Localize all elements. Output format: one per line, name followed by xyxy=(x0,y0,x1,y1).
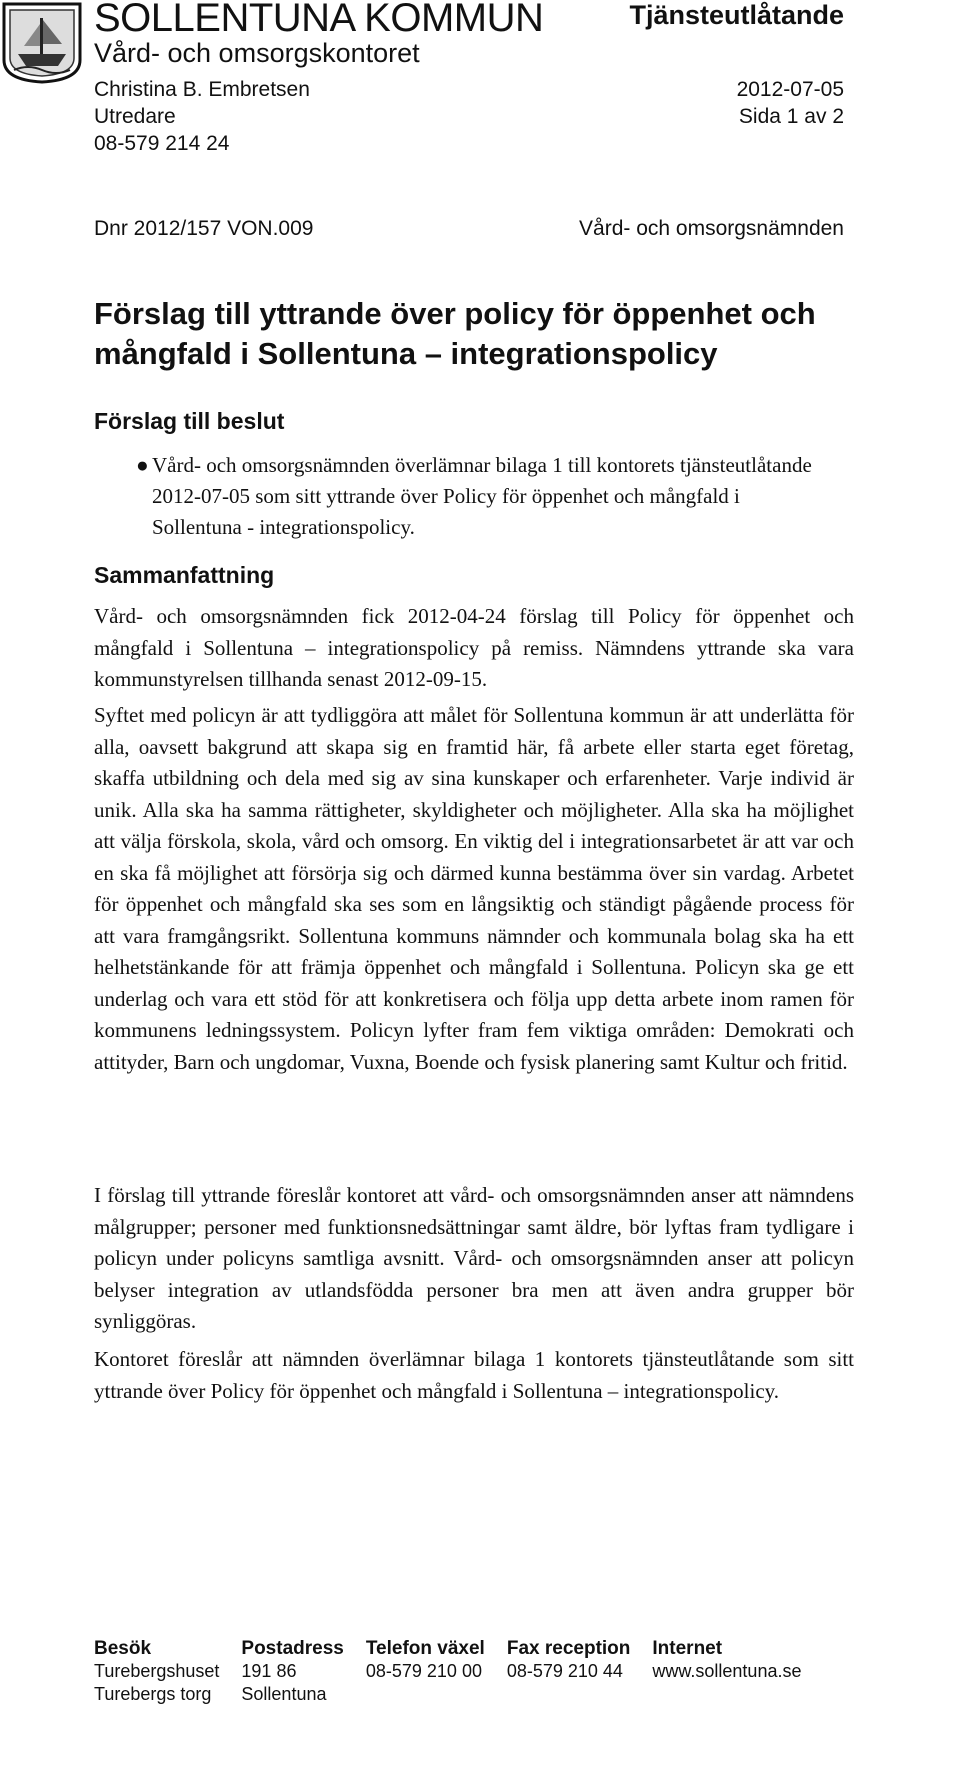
footer-phone-line xyxy=(366,1683,507,1706)
summary-paragraph: Vård- och omsorgsnämnden fick 2012-04-24 förslag till Policy för öppenhet och mångfald i Sollentuna – integrationspolicy på remiss. Nämndens yttrande ska vara kommunstyrelsen tillhanda senast 2012-09-15. xyxy=(94,604,854,691)
footer-heading-postal: Postadress xyxy=(241,1638,344,1659)
footer-postal-line: 191 86 xyxy=(241,1661,297,1681)
summary-paragraph: I förslag till yttrande föreslår kontoret att vård- och omsorgsnämnden anser att nämndens målgrupper; personer med funktionsnedsättningar samt äldre, bör lyftas fram tydligare i policyn under policyns samtliga avsnitt. Vård- och omsorgsnämnden anser att policyn belyser integration av utlandsfödda personer bra men att även andra grupper bör synliggöras. xyxy=(94,1183,854,1333)
summary-paragraph: Syftet med policyn är att tydliggöra att målet för Sollentuna kommun är att underlätta för alla, oavsett bakgrund att skapa sig en framtid här, få arbete eller starta eget företag, skaffa utbildning och dela med sig av sina kunskaper och erfarenheter. Varje individ är unik. Alla ska ha samma rättigheter, skyldigheter och möjligheter. Alla ska ha möjlighet att välja förskola, skola, vård och omsorg. En viktig del i integrationsarbetet är att var och en ska få möjlighet att försörja sig och därmed kunna bestämma över sin vardag. Arbetet för öppenhet och mångfald ska ses som en långsiktig och ständigt pågående process för att vara framgångsrikt. Sollentuna kommuns nämnder och kommunala bolag ska ha ett helhetstänkande för att främja öppenhet och mångfald i Sollentuna. Policyn ska ge ett underlag och vara ett stöd för att konkretisera och följa upp detta arbete inom ramen för kommunens ledningssystem. Policyn lyfter fram fem viktiga områden: Demokrati och attityder, Barn och ungdomar, Vuxna, Boende och fysisk planering samt Kultur och fritid. xyxy=(94,703,854,1074)
author-phone: 08-579 214 24 xyxy=(94,132,230,155)
author-name: Christina B. Embretsen xyxy=(94,78,310,101)
decision-heading: Förslag till beslut xyxy=(94,408,285,434)
footer-heading-fax: Fax reception xyxy=(506,1638,631,1659)
org-name: SOLLENTUNA KOMMUN xyxy=(94,0,544,40)
footer-visit-line: Turebergshuset xyxy=(94,1661,220,1681)
summary-heading: Sammanfattning xyxy=(94,562,275,588)
footer-postal-line: Sollentuna xyxy=(241,1684,327,1704)
footer xyxy=(94,1637,934,1706)
page-title: Förslag till yttrande över policy för öppenhet och mångfald i Sollentuna – integrationspolicy xyxy=(94,296,816,371)
footer-internet-line xyxy=(652,1683,823,1706)
registration-number: Dnr 2012/157 VON.009 xyxy=(94,217,314,240)
recipient: Vård- och omsorgsnämnden xyxy=(579,217,844,240)
decision-bullet-text: Vård- och omsorgsnämnden överlämnar bilaga 1 till kontorets tjänsteutlåtande 2012-07-05 som sitt yttrande över Policy för öppenhet och mångfald i Sollentuna - integrationspolicy. xyxy=(152,453,812,539)
author-title: Utredare xyxy=(94,105,176,128)
footer-phone-line: 08-579 210 00 xyxy=(365,1661,482,1681)
footer-fax-line xyxy=(507,1683,653,1706)
footer-fax-line: 08-579 210 44 xyxy=(506,1661,623,1681)
date-block xyxy=(737,76,844,130)
footer-website-link[interactable]: www.sollentuna.se xyxy=(652,1661,802,1681)
org-department: Vård- och omsorgskontoret xyxy=(94,38,420,68)
coat-of-arms-ship-icon xyxy=(0,0,84,84)
footer-visit-line: Turebergs torg xyxy=(94,1684,212,1704)
bullet-dot: ● xyxy=(136,453,149,477)
document-date: 2012-07-05 xyxy=(736,78,844,101)
footer-contact-table xyxy=(94,1637,823,1706)
author-block xyxy=(94,76,310,157)
document-type: Tjänsteutlåtande xyxy=(629,0,844,30)
page-number: Sida 1 av 2 xyxy=(738,105,844,128)
footer-heading-visit: Besök xyxy=(94,1638,152,1659)
summary-paragraph: Kontoret föreslår att nämnden överlämnar bilaga 1 kontorets tjänsteutlåtande som sitt yttrande över Policy för öppenhet och mångfald i Sollentuna – integrationspolicy. xyxy=(94,1347,854,1403)
footer-heading-internet: Internet xyxy=(652,1638,723,1659)
footer-heading-phone: Telefon växel xyxy=(365,1638,485,1659)
